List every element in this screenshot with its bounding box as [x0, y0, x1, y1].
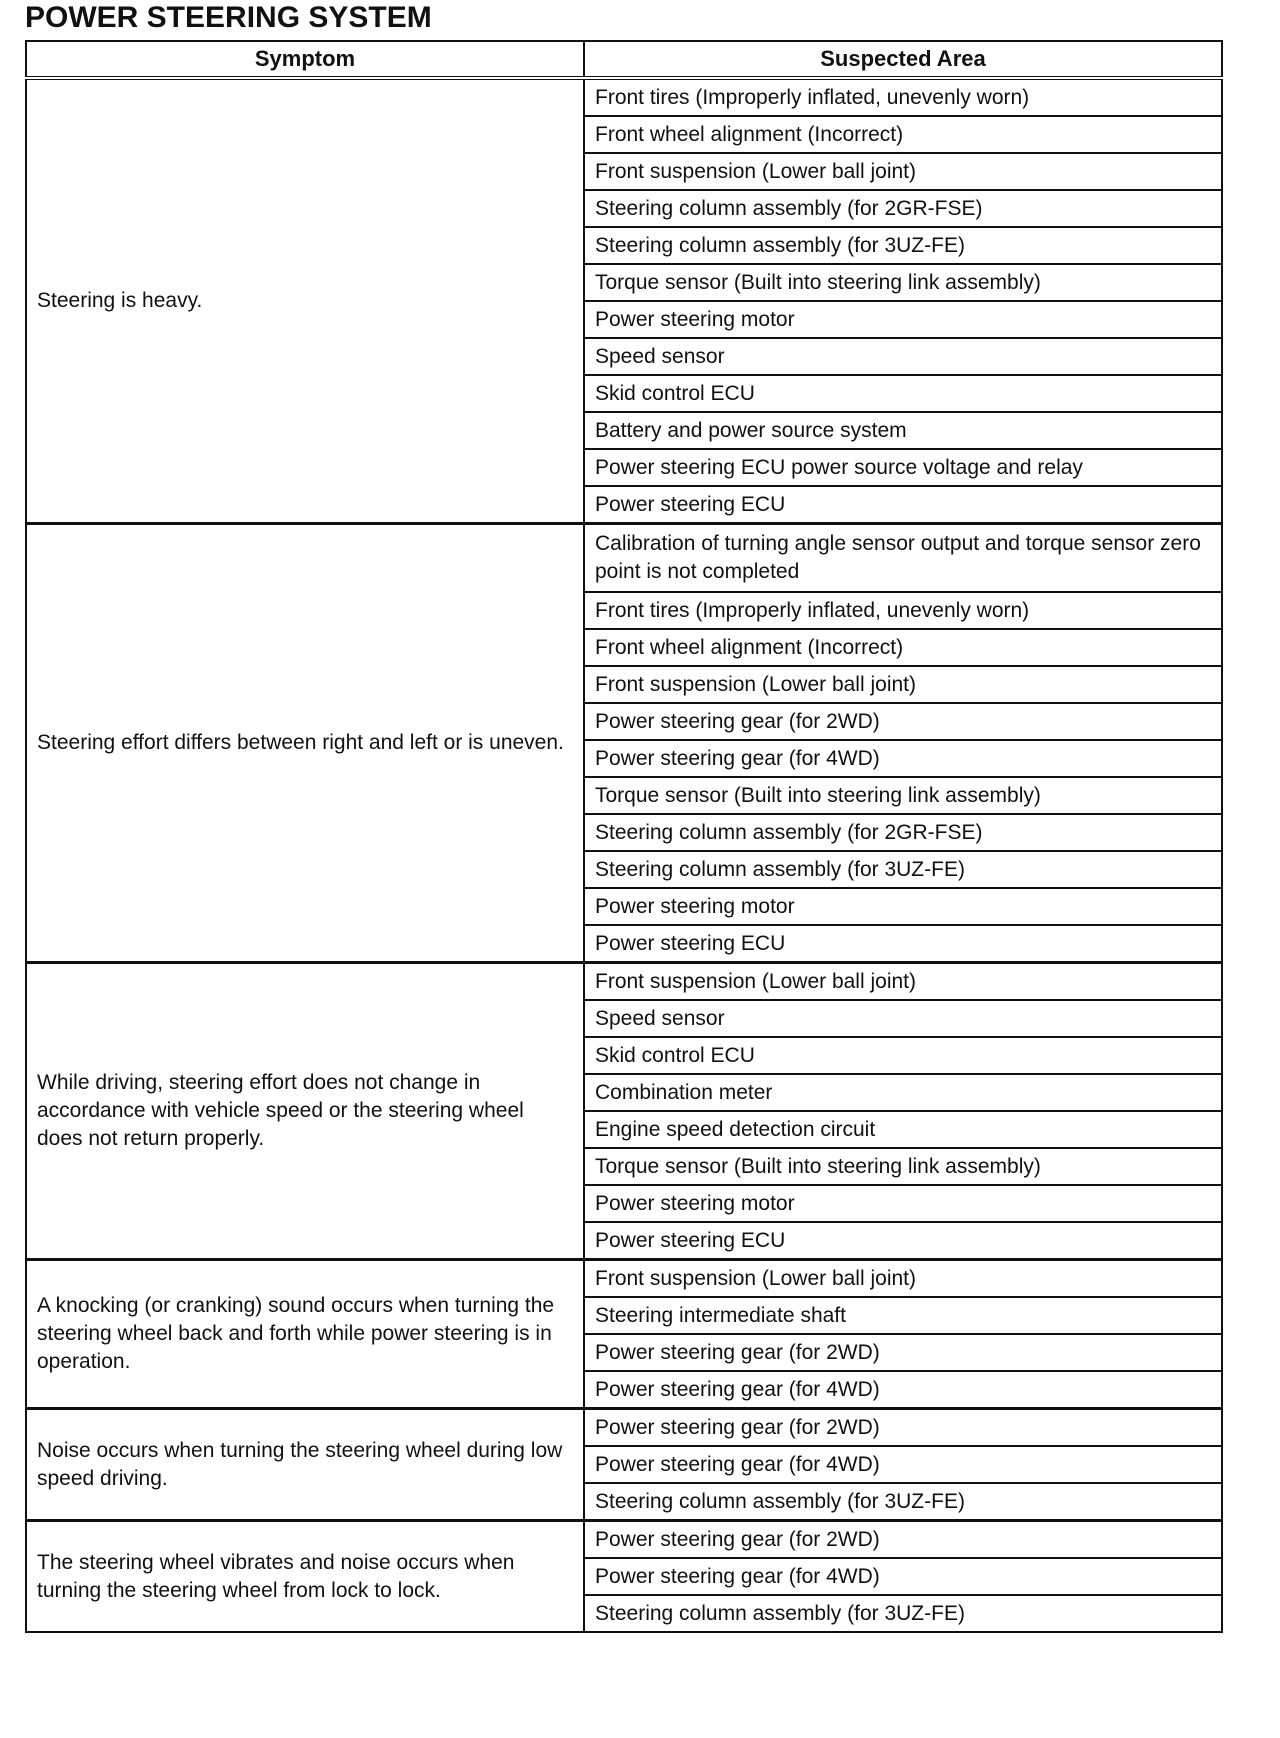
suspected-area-cell: Power steering ECU — [584, 486, 1222, 524]
suspected-area-cell: Front tires (Improperly inflated, unevenly worn) — [584, 592, 1222, 629]
suspected-area-cell: Battery and power source system — [584, 412, 1222, 449]
suspected-area-cell: Power steering gear (for 2WD) — [584, 1409, 1222, 1447]
symptom-cell: Steering is heavy. — [26, 78, 584, 524]
suspected-area-cell: Front suspension (Lower ball joint) — [584, 963, 1222, 1001]
symptom-column-header: Symptom — [26, 41, 584, 78]
suspected-area-cell: Skid control ECU — [584, 375, 1222, 412]
suspected-area-cell: Torque sensor (Built into steering link assembly) — [584, 264, 1222, 301]
suspected-area-cell: Power steering gear (for 4WD) — [584, 1558, 1222, 1595]
page-title: POWER STEERING SYSTEM — [25, 1, 432, 34]
suspected-area-column-header: Suspected Area — [584, 41, 1222, 78]
suspected-area-cell: Power steering gear (for 2WD) — [584, 1334, 1222, 1371]
suspected-area-cell: Steering intermediate shaft — [584, 1297, 1222, 1334]
suspected-area-cell: Torque sensor (Built into steering link assembly) — [584, 777, 1222, 814]
table-row — [26, 963, 1222, 1001]
suspected-area-cell: Steering column assembly (for 3UZ-FE) — [584, 1483, 1222, 1521]
suspected-area-cell: Power steering ECU — [584, 1222, 1222, 1260]
suspected-area-cell: Steering column assembly (for 3UZ-FE) — [584, 227, 1222, 264]
suspected-area-cell: Front suspension (Lower ball joint) — [584, 1260, 1222, 1298]
suspected-area-cell: Combination meter — [584, 1074, 1222, 1111]
symptom-cell: A knocking (or cranking) sound occurs when turning the steering wheel back and forth while power steering is in operation. — [26, 1260, 584, 1409]
suspected-area-cell: Power steering ECU — [584, 925, 1222, 963]
suspected-area-cell: Front suspension (Lower ball joint) — [584, 666, 1222, 703]
suspected-area-cell: Steering column assembly (for 2GR-FSE) — [584, 190, 1222, 227]
suspected-area-cell: Front wheel alignment (Incorrect) — [584, 629, 1222, 666]
symptom-cell: Steering effort differs between right and left or is uneven. — [26, 524, 584, 963]
suspected-area-cell: Steering column assembly (for 2GR-FSE) — [584, 814, 1222, 851]
table-row — [26, 78, 1222, 116]
suspected-area-cell: Power steering motor — [584, 301, 1222, 338]
symptom-cell: The steering wheel vibrates and noise occurs when turning the steering wheel from lock to lock. — [26, 1521, 584, 1633]
symptom-cell: While driving, steering effort does not change in accordance with vehicle speed or the steering wheel does not return properly. — [26, 963, 584, 1260]
table-row — [26, 524, 1222, 593]
suspected-area-cell: Engine speed detection circuit — [584, 1111, 1222, 1148]
suspected-area-cell: Skid control ECU — [584, 1037, 1222, 1074]
suspected-area-cell: Power steering gear (for 2WD) — [584, 1521, 1222, 1559]
symptom-cell: Noise occurs when turning the steering wheel during low speed driving. — [26, 1409, 584, 1521]
suspected-area-cell: Steering column assembly (for 3UZ-FE) — [584, 851, 1222, 888]
suspected-area-cell: Power steering gear (for 4WD) — [584, 1446, 1222, 1483]
suspected-area-cell: Calibration of turning angle sensor output and torque sensor zero point is not completed — [584, 524, 1222, 593]
table-row — [26, 1521, 1222, 1559]
suspected-area-cell: Power steering gear (for 4WD) — [584, 1371, 1222, 1409]
suspected-area-cell: Front wheel alignment (Incorrect) — [584, 116, 1222, 153]
suspected-area-cell: Speed sensor — [584, 338, 1222, 375]
suspected-area-cell: Front tires (Improperly inflated, unevenly worn) — [584, 78, 1222, 116]
suspected-area-cell: Speed sensor — [584, 1000, 1222, 1037]
suspected-area-cell: Power steering ECU power source voltage and relay — [584, 449, 1222, 486]
suspected-area-cell: Power steering motor — [584, 1185, 1222, 1222]
suspected-area-cell: Power steering gear (for 4WD) — [584, 740, 1222, 777]
table-header-row — [26, 41, 1222, 78]
suspected-area-cell: Power steering motor — [584, 888, 1222, 925]
suspected-area-cell: Power steering gear (for 2WD) — [584, 703, 1222, 740]
table-row — [26, 1260, 1222, 1298]
suspected-area-cell: Steering column assembly (for 3UZ-FE) — [584, 1595, 1222, 1632]
table-body — [26, 78, 1222, 1632]
table-row — [26, 1409, 1222, 1447]
suspected-area-cell: Front suspension (Lower ball joint) — [584, 153, 1222, 190]
suspected-area-cell: Torque sensor (Built into steering link assembly) — [584, 1148, 1222, 1185]
troubleshooting-table — [25, 40, 1223, 1633]
